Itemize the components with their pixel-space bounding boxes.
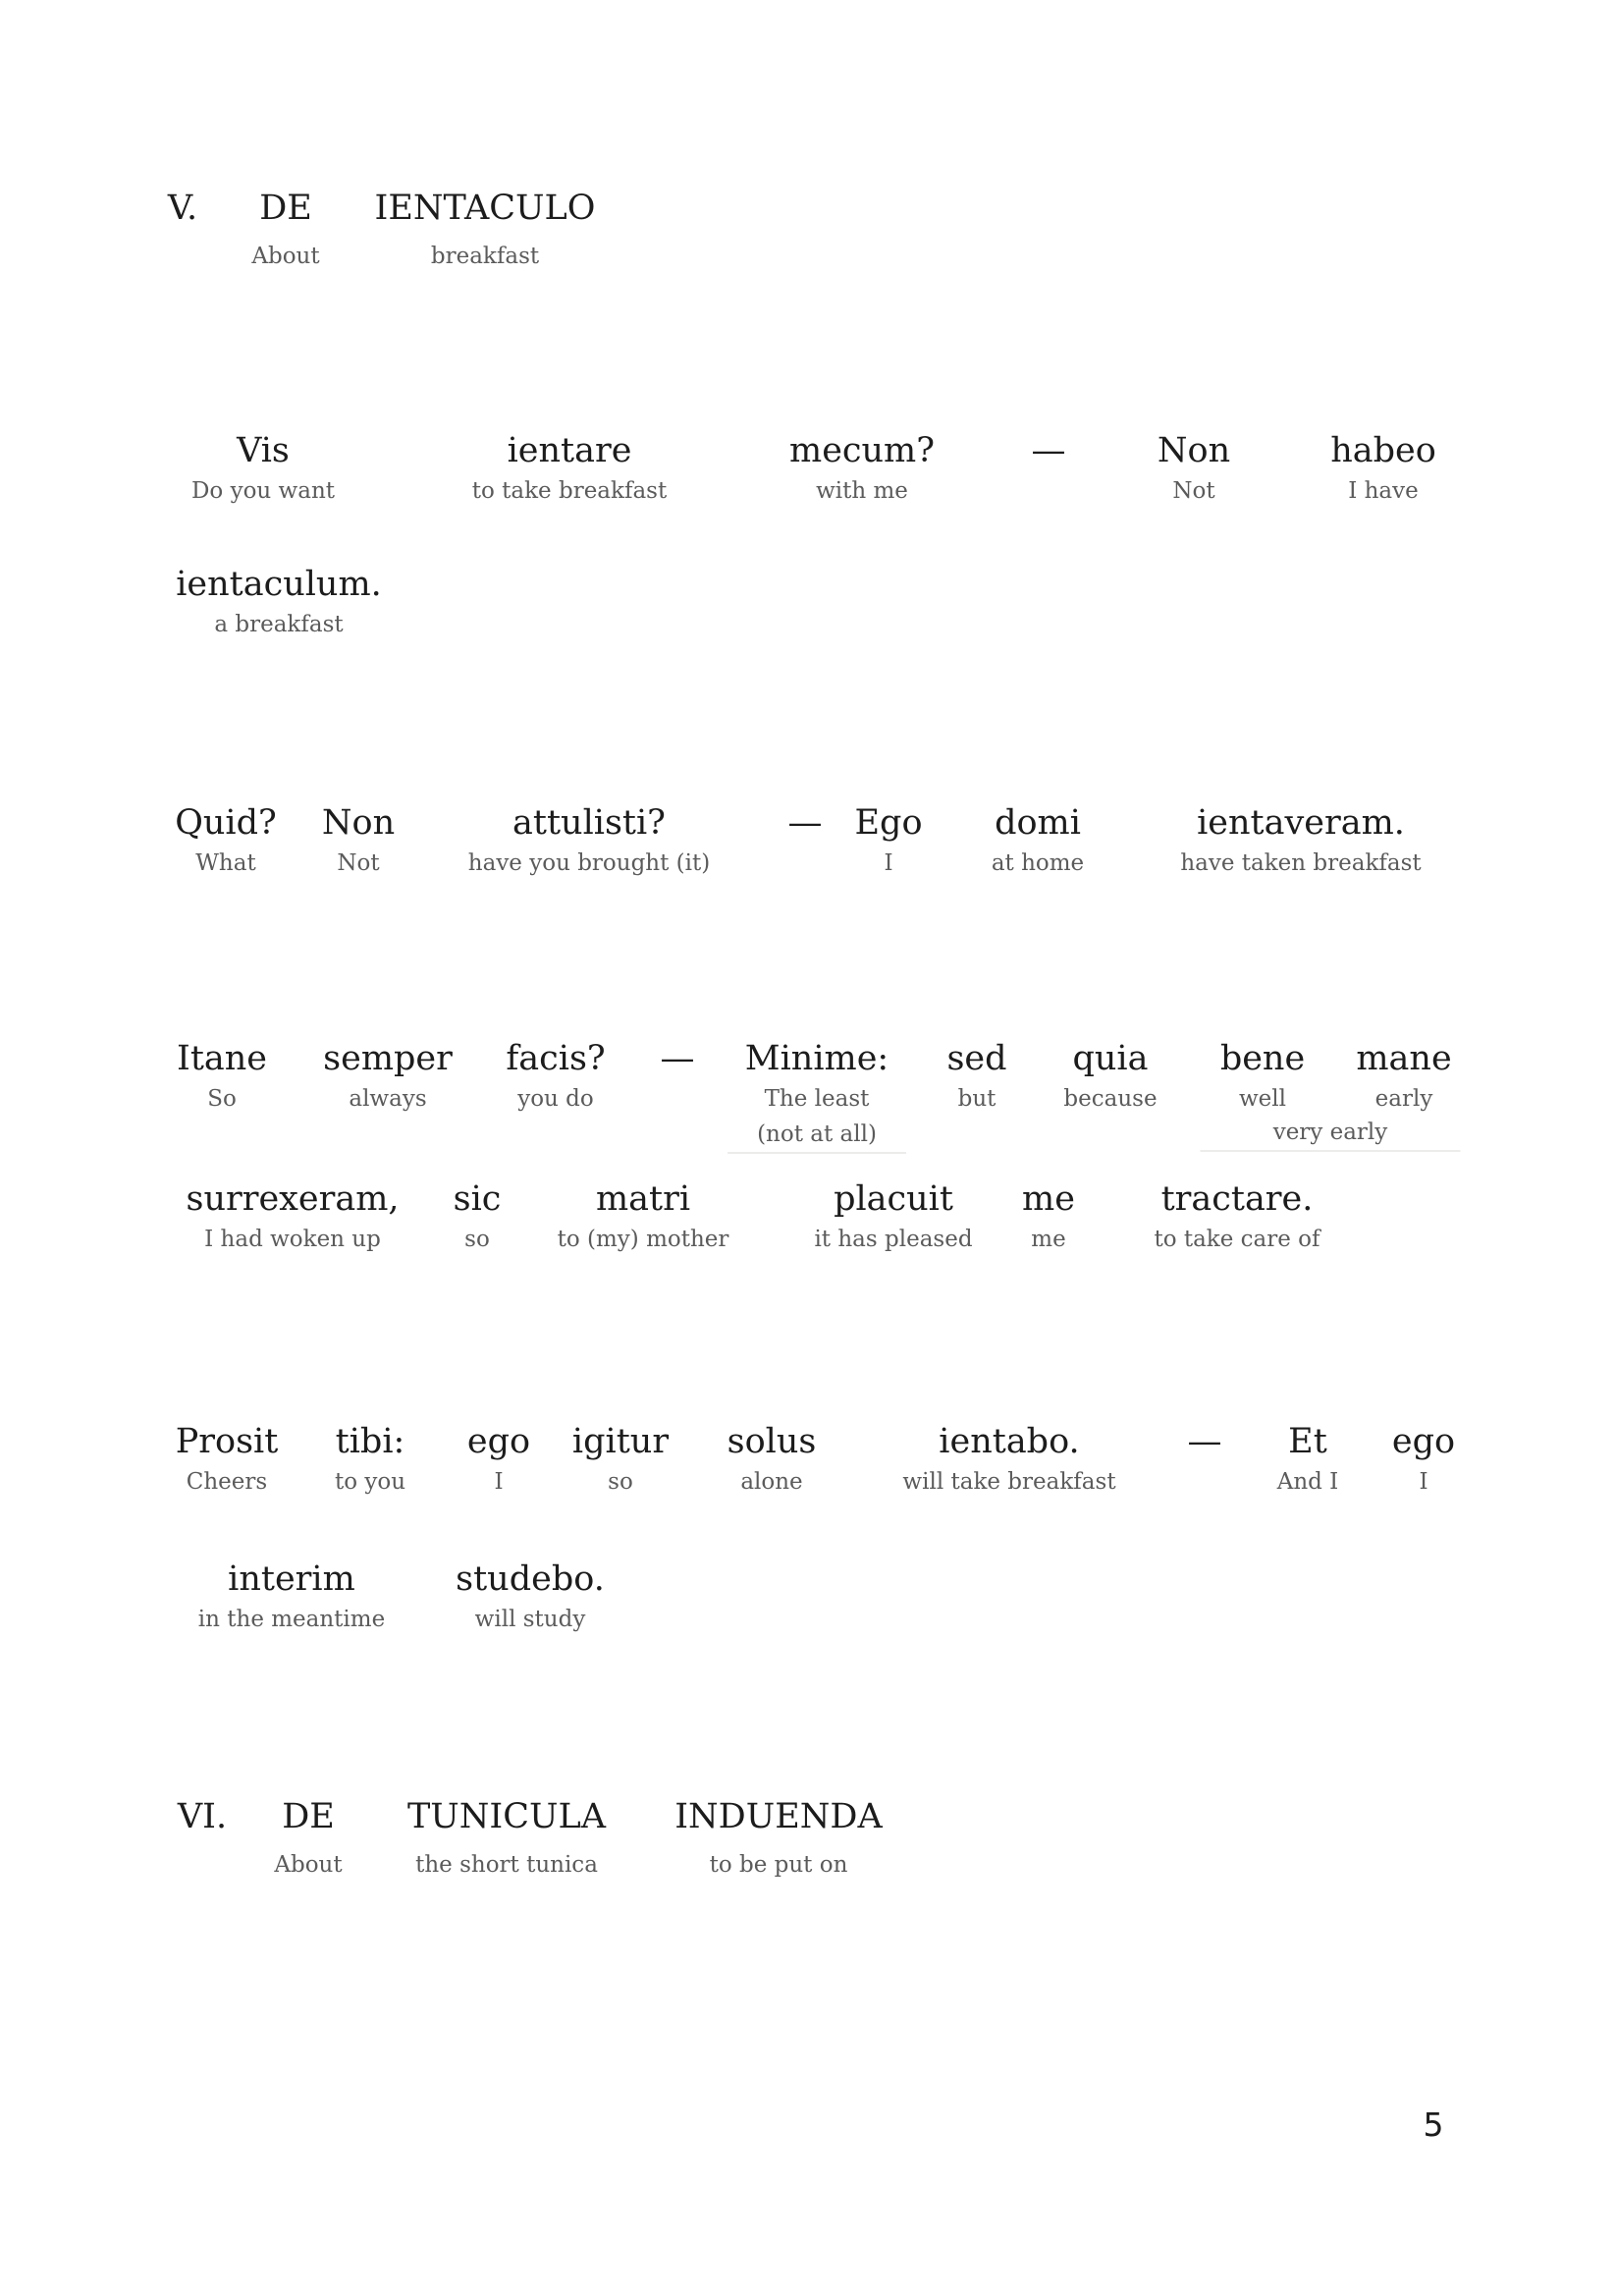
latin-word: DE — [282, 1797, 335, 1836]
latin-word: Vis — [237, 431, 290, 470]
latin-word: ientabo. — [939, 1422, 1080, 1461]
word-pair — [1330, 429, 1436, 506]
word-pair — [1063, 1037, 1157, 1114]
word-pair — [1220, 1037, 1305, 1114]
latin-word: Itane — [176, 1039, 268, 1078]
gloss-word: About — [274, 1852, 343, 1878]
word-pair — [176, 1420, 279, 1497]
word-pair — [1022, 1177, 1075, 1254]
latin-word: matri — [595, 1179, 691, 1219]
gloss-word: well — [1238, 1086, 1286, 1112]
latin-word: bene — [1219, 1039, 1306, 1078]
gloss-word: I had woken up — [204, 1227, 381, 1252]
heading-numeral-text: V. — [167, 189, 198, 228]
latin-word: DE — [259, 189, 312, 228]
dash-separator — [1032, 429, 1066, 472]
latin-word: solus — [727, 1422, 817, 1461]
word-pair — [274, 1795, 342, 1880]
word-pair — [456, 1558, 605, 1634]
em-dash: — — [1031, 431, 1066, 470]
latin-word: quia — [1072, 1039, 1149, 1078]
latin-word: Non — [321, 803, 396, 843]
latin-word: mane — [1356, 1039, 1452, 1078]
latin-word: attulisti? — [512, 803, 666, 843]
word-pair — [506, 1037, 605, 1114]
gloss-word: a breakfast — [214, 612, 344, 637]
word-pair — [468, 801, 710, 878]
word-pair — [191, 429, 335, 506]
word-pair — [177, 1037, 267, 1114]
gloss-word: have taken breakfast — [1180, 850, 1422, 876]
word-pair — [454, 1177, 502, 1254]
latin-word: TUNICULA — [406, 1797, 607, 1836]
latin-word: IENTACULO — [374, 189, 596, 228]
gloss-word: to be put on — [709, 1852, 848, 1878]
gloss-word: because — [1063, 1086, 1158, 1112]
word-pair — [674, 1795, 883, 1880]
latin-word: ientare — [507, 431, 632, 470]
word-pair — [727, 1037, 906, 1154]
gloss-word: will take breakfast — [902, 1469, 1116, 1495]
latin-word: ego — [1391, 1422, 1456, 1461]
section-heading-numeral — [178, 1795, 227, 1838]
word-pair — [1180, 801, 1421, 878]
latin-word: Et — [1288, 1422, 1327, 1461]
gloss-word: me — [1031, 1227, 1066, 1252]
word-pair — [1277, 1420, 1339, 1497]
word-pair — [322, 801, 395, 878]
gloss-word: Do you want — [190, 478, 336, 504]
gloss-word: breakfast — [430, 244, 540, 269]
latin-word: sed — [946, 1039, 1007, 1078]
word-pair — [186, 1177, 399, 1254]
gloss-word: the short tunica — [415, 1852, 598, 1878]
gloss-word: but — [957, 1086, 997, 1112]
gloss-word: to (my) mother — [557, 1227, 729, 1252]
heading-numeral-text: VI. — [177, 1797, 228, 1836]
word-pair — [902, 1420, 1115, 1497]
gloss-word: About — [251, 244, 320, 269]
section-heading-numeral — [168, 187, 197, 230]
latin-word: habeo — [1330, 431, 1436, 470]
gloss-word: in the meantime — [197, 1607, 386, 1632]
word-pair — [1154, 1177, 1320, 1254]
word-pair — [198, 1558, 385, 1634]
gloss-word: alone — [740, 1469, 803, 1495]
em-dash: — — [1187, 1422, 1222, 1461]
word-pair — [814, 1177, 972, 1254]
latin-word: Non — [1157, 431, 1231, 470]
latin-word: ientaveram. — [1197, 803, 1405, 843]
latin-word: ego — [466, 1422, 531, 1461]
word-pair — [472, 429, 667, 506]
word-pair — [854, 801, 922, 878]
gloss-word: So — [207, 1086, 237, 1112]
gloss-word: What — [195, 850, 256, 876]
gloss-word: at home — [991, 850, 1085, 876]
latin-word: tibi: — [335, 1422, 405, 1461]
word-pair — [251, 187, 319, 271]
latin-word: me — [1022, 1179, 1075, 1219]
gloss-word: you do — [517, 1086, 594, 1112]
page-number: 5 — [1423, 2105, 1444, 2144]
word-pair — [727, 1420, 817, 1497]
word-pair — [375, 187, 596, 271]
gloss-word: so — [464, 1227, 490, 1252]
gloss-word: Cheers — [186, 1469, 268, 1495]
gloss-word: I — [494, 1469, 504, 1495]
word-pair — [407, 1795, 606, 1880]
dash-separator — [788, 801, 823, 845]
word-pair — [946, 1037, 1006, 1114]
em-dash: — — [660, 1039, 695, 1078]
latin-word: ientaculum. — [176, 565, 382, 604]
gloss-word: The least — [764, 1086, 870, 1112]
latin-word: Prosit — [175, 1422, 279, 1461]
gloss-word: it has pleased — [814, 1227, 973, 1252]
gloss-word: I — [1419, 1469, 1428, 1495]
dash-separator — [661, 1037, 695, 1080]
latin-word: Minime: — [744, 1039, 889, 1078]
gloss-word: always — [349, 1086, 427, 1112]
gloss-word: I have — [1348, 478, 1419, 504]
word-pair — [1356, 1037, 1451, 1114]
gloss-word: to take care of — [1154, 1227, 1320, 1252]
latin-word: Ego — [854, 803, 923, 843]
gloss-word: to you — [334, 1469, 406, 1495]
gloss-word: so — [608, 1469, 633, 1495]
latin-word: studebo. — [456, 1559, 605, 1599]
gloss-note-underlined: very early — [1201, 1118, 1461, 1152]
word-pair — [323, 1037, 453, 1114]
gloss-word: with me — [816, 478, 908, 504]
word-pair — [175, 801, 277, 878]
latin-word: domi — [995, 803, 1081, 843]
gloss-word: Not — [337, 850, 380, 876]
gloss-word: Not — [1172, 478, 1215, 504]
word-pair — [992, 801, 1084, 878]
gloss-word: And I — [1276, 1469, 1339, 1495]
gloss-note-underlined: (not at all) — [727, 1120, 906, 1154]
dash-separator — [1188, 1420, 1222, 1463]
word-pair — [335, 1420, 405, 1497]
word-pair — [572, 1420, 669, 1497]
gloss-word: I — [884, 850, 893, 876]
latin-word: surrexeram, — [186, 1179, 400, 1219]
latin-word: igitur — [571, 1422, 670, 1461]
latin-word: Quid? — [175, 803, 277, 843]
word-pair — [789, 429, 935, 506]
latin-word: tractare. — [1160, 1179, 1314, 1219]
gloss-word: have you brought (it) — [467, 850, 711, 876]
latin-word: placuit — [834, 1179, 953, 1219]
latin-word: INDUENDA — [674, 1797, 883, 1836]
word-pair — [558, 1177, 729, 1254]
word-pair — [176, 563, 382, 639]
latin-word: interim — [228, 1559, 355, 1599]
latin-word: sic — [453, 1179, 502, 1219]
word-pair — [467, 1420, 530, 1497]
gloss-word: to take breakfast — [471, 478, 668, 504]
latin-word: semper — [323, 1039, 453, 1078]
gloss-word: early — [1374, 1086, 1433, 1112]
word-pair — [1392, 1420, 1455, 1497]
latin-word: facis? — [506, 1039, 606, 1078]
latin-word: mecum? — [789, 431, 935, 470]
word-pair — [1158, 429, 1230, 506]
em-dash: — — [787, 803, 823, 843]
gloss-word: will study — [474, 1607, 586, 1632]
